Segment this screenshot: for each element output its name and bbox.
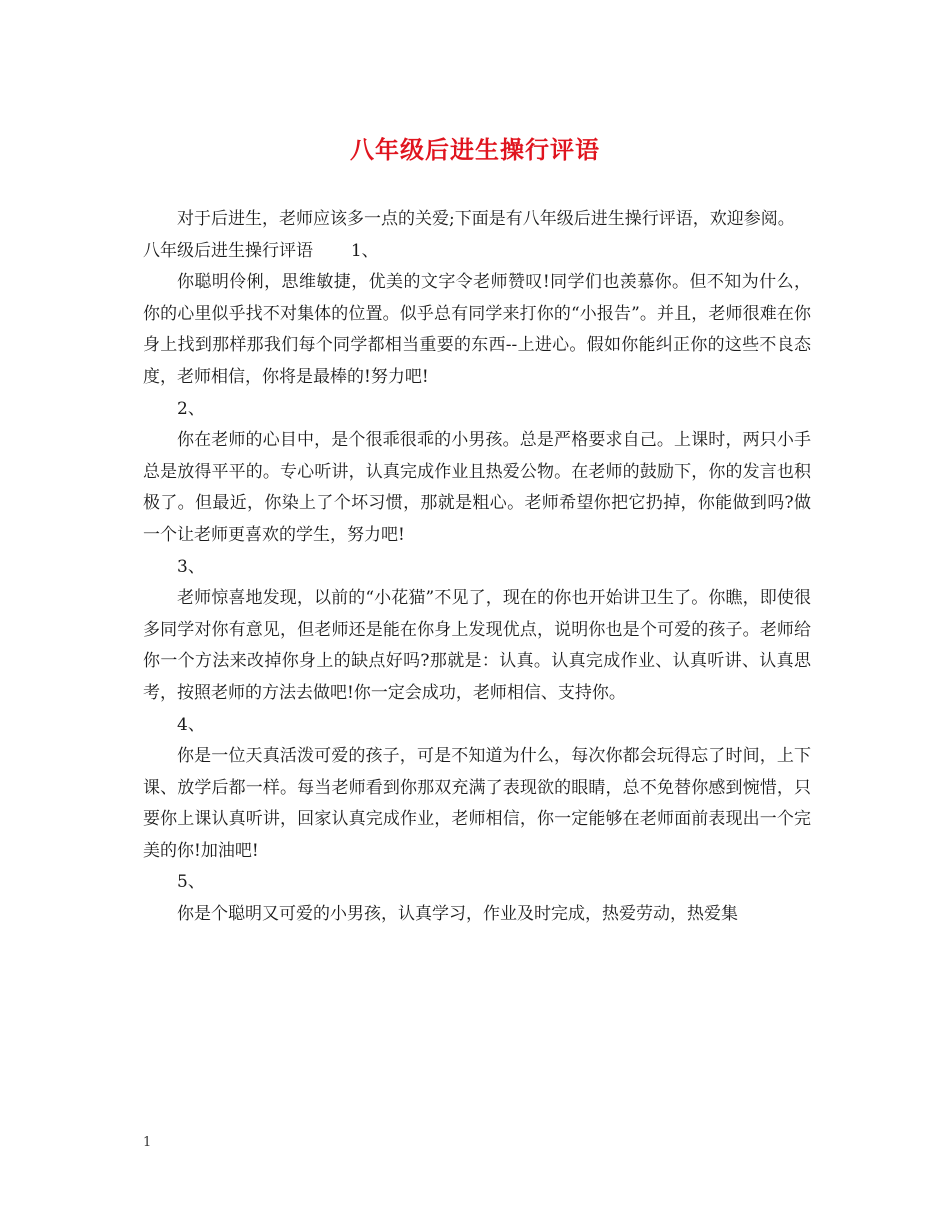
item-number-5: 5、 — [177, 872, 205, 893]
section-heading-line — [143, 236, 811, 268]
item-number-4: 4、 — [177, 714, 205, 735]
item-number-3: 3、 — [177, 556, 205, 577]
comment-paragraph-5: 你是个聪明又可爱的小男孩，认真学习，作业及时完成，热爱劳动，热爱集 — [177, 904, 738, 925]
page-title: 八年级后进生操行评语 — [350, 135, 600, 164]
section-heading: 八年级后进生操行评语 — [143, 240, 313, 261]
document-body — [143, 204, 811, 931]
comment-paragraph-3: 老师惊喜地发现，以前的“小花猫”不见了，现在的你也开始讲卫生了。你瞧，即使很多同学对你有意见，但老师还是能在你身上发现优点，说明你也是个可爱的孩子。老师给你一个方法来改掉你身上的缺点好吗?那就是：认真。认真完成作业、认真听讲、认真思考，按照老师的方法去做吧!你一定会成功，老师相信、支持你。 — [143, 588, 811, 703]
comment-paragraph-2: 你在老师的心目中，是个很乖很乖的小男孩。总是严格要求自己。上课时，两只小手总是放得平平的。专心听讲，认真完成作业且热爱公物。在老师的鼓励下，你的发言也积极了。但最近，你染上了个坏习惯，那就是粗心。老师希望你把它扔掉，你能做到吗?做一个让老师更喜欢的学生，努力吧! — [143, 430, 811, 545]
item-number-1: 1、 — [350, 240, 379, 261]
comment-paragraph-4: 你是一位天真活泼可爱的孩子，可是不知道为什么，每次你都会玩得忘了时间，上下课、放学后都一样。每当老师看到你那双充满了表现欲的眼睛，总不免替你感到惋惜，只要你上课认真听讲，回家认真完成作业，老师相信，你一定能够在老师面前表现出一个完美的你!加油吧! — [143, 746, 811, 861]
comment-paragraph-1: 你聪明伶俐，思维敏捷，优美的文字令老师赞叹!同学们也羡慕你。但不知为什么，你的心里似乎找不对集体的位置。似乎总有同学来打你的“小报告”。并且，老师很难在你身上找到那样那我们每个同学都相当重要的东西--上进心。假如你能纠正你的这些不良态度，老师相信，你将是最棒的!努力吧! — [143, 272, 811, 387]
page-number: 1 — [143, 1135, 152, 1150]
item-number-2: 2、 — [177, 398, 205, 419]
intro-paragraph: 对于后进生，老师应该多一点的关爱;下面是有八年级后进生操行评语，欢迎参阅。 — [177, 209, 795, 229]
